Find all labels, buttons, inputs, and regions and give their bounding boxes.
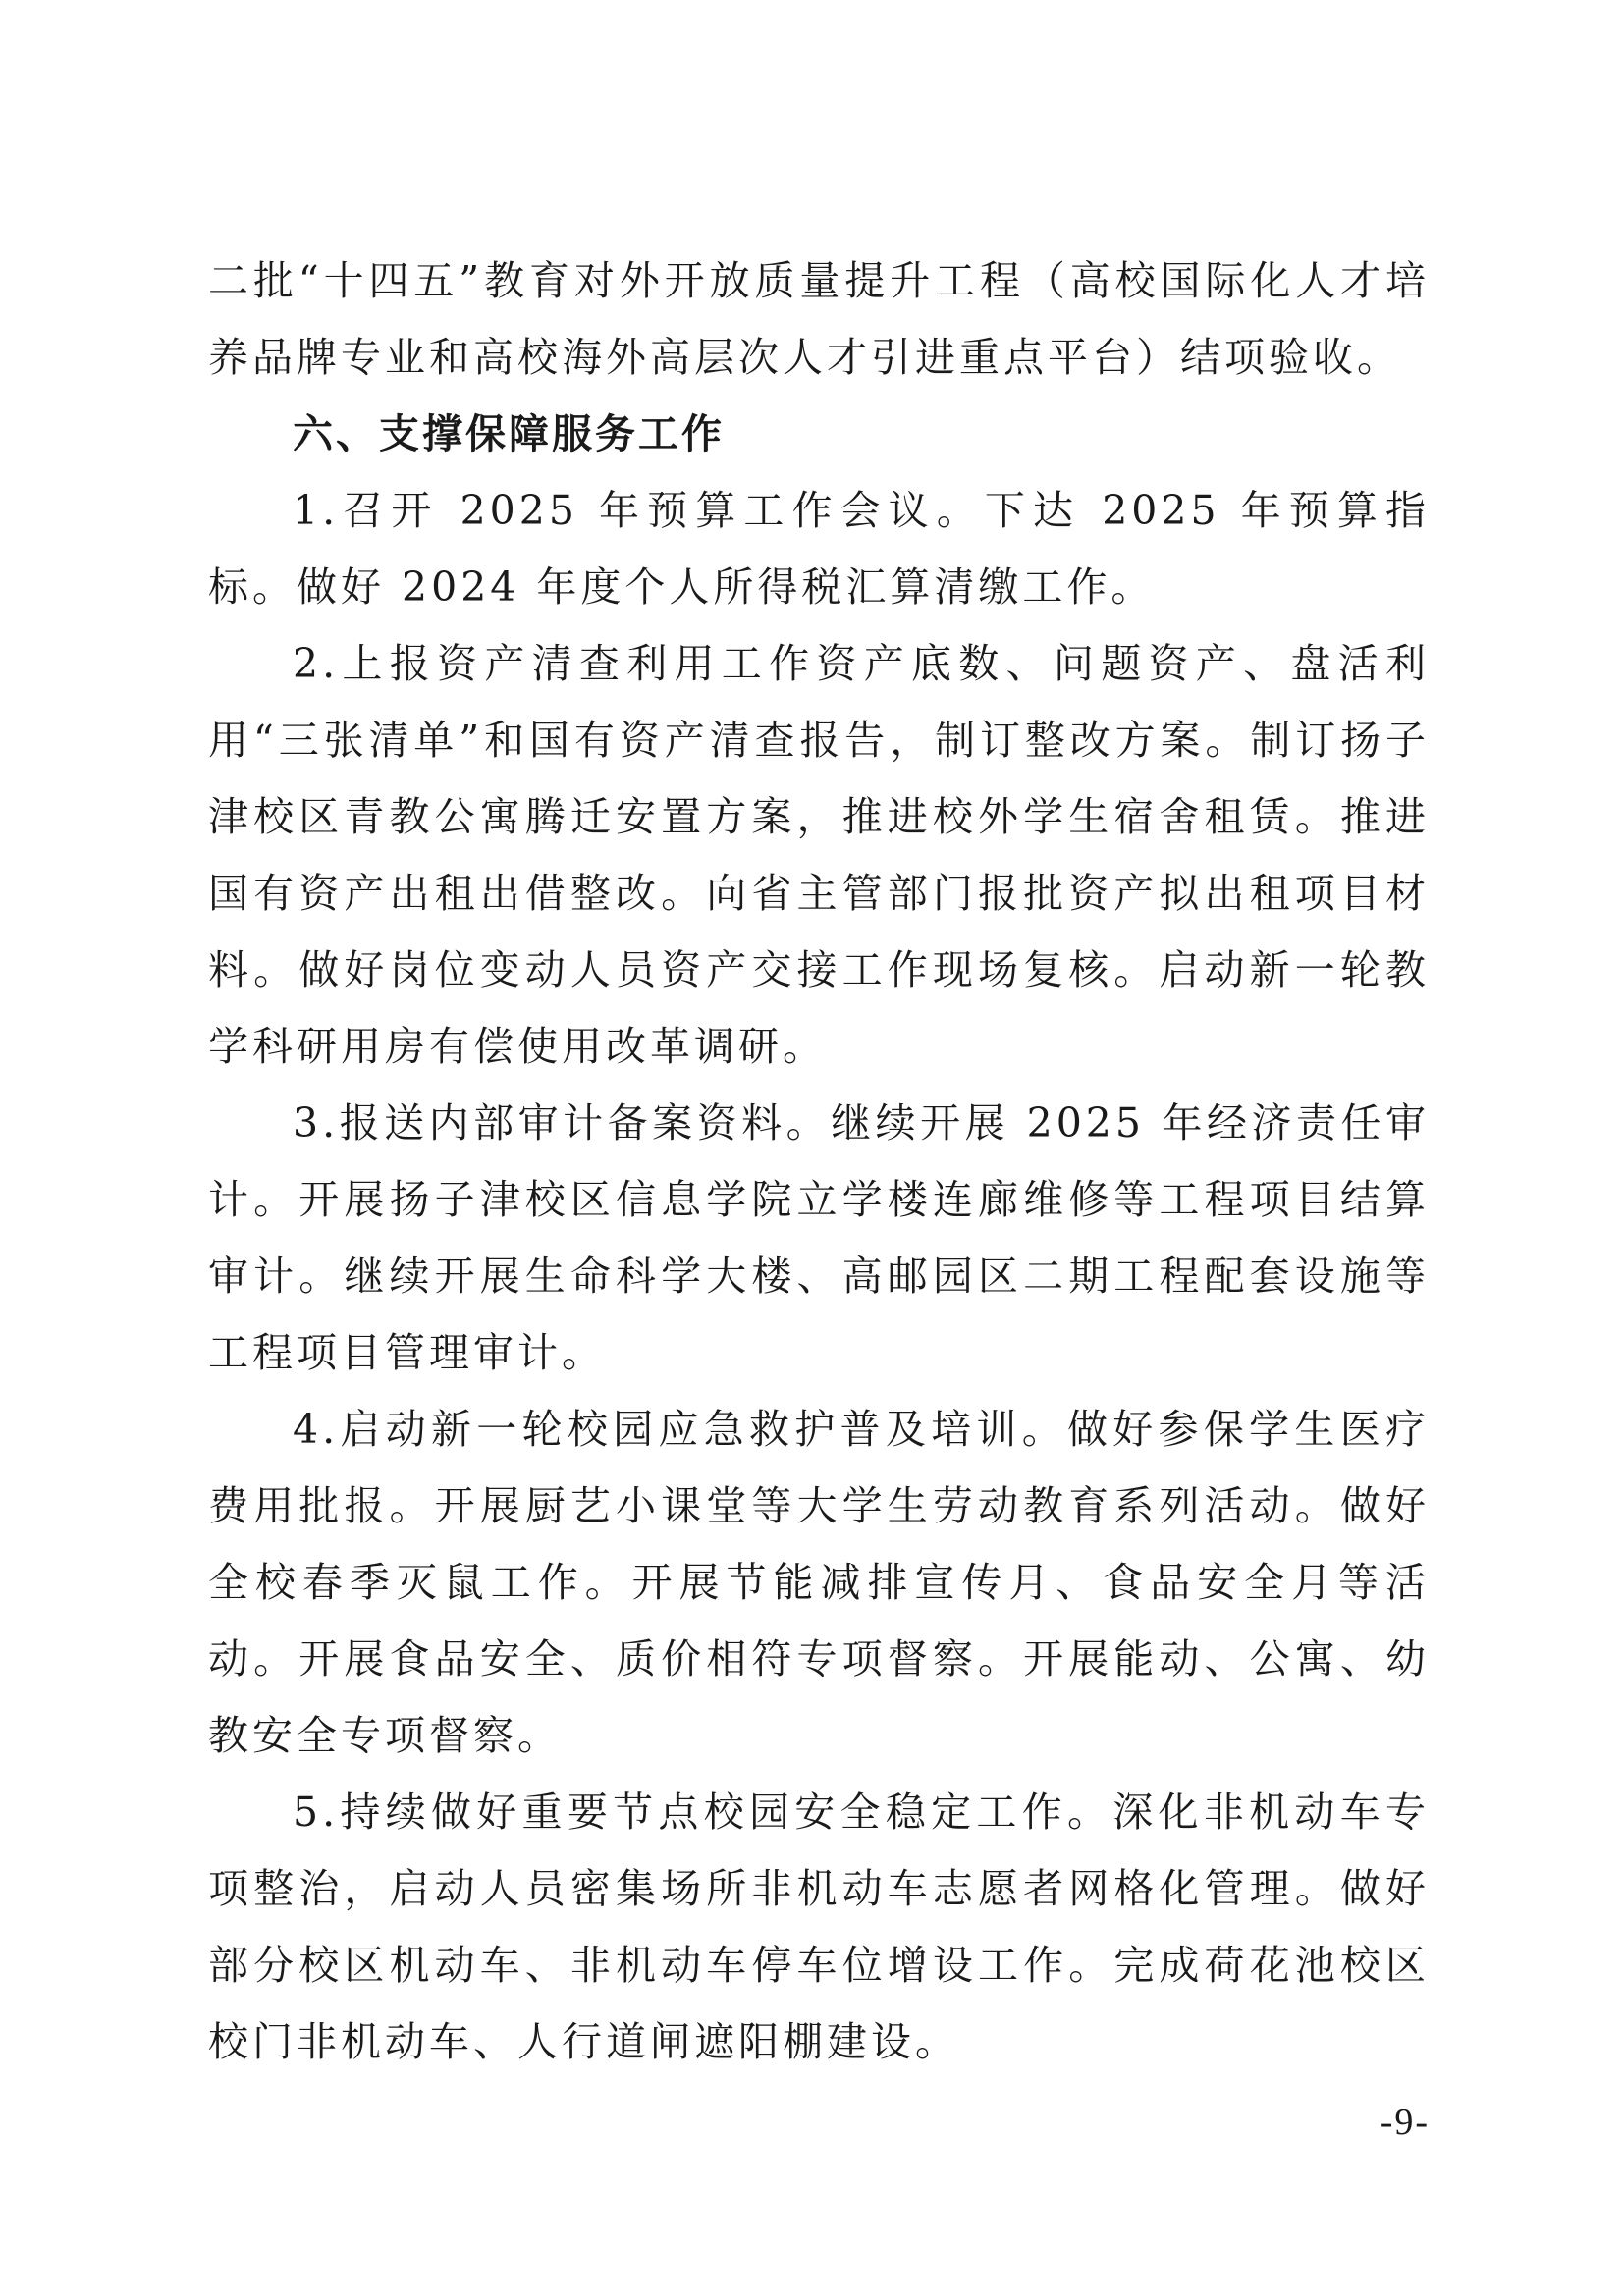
paragraph-item-3: 3.报送内部审计备案资料。继续开展 2025 年经济责任审计。开展扬子津校区信息学院立学楼连廊维修等工程项目结算审计。继续开展生命科学大楼、高邮园区二期工程配套设施等工程项目管理审计。 [208, 1099, 1430, 1376]
paragraph-continuation: 二批“十四五”教育对外开放质量提升工程（高校国际化人才培养品牌专业和高校海外高层次人才引进重点平台）结项验收。 [208, 257, 1430, 381]
document-body [208, 242, 1430, 2080]
paragraph-item-5: 5.持续做好重要节点校园安全稳定工作。深化非机动车专项整治，启动人员密集场所非机动车志愿者网格化管理。做好部分校区机动车、非机动车停车位增设工作。完成荷花池校区校门非机动车、人行道闸遮阳棚建设。 [208, 1789, 1430, 2065]
section-heading: 六、支撑保障服务工作 [293, 410, 725, 457]
paragraph-item-2: 2.上报资产清查利用工作资产底数、问题资产、盘活利用“三张清单”和国有资产清查报告，制订整改方案。制订扬子津校区青教公寓腾迁安置方案，推进校外学生宿舍租赁。推进国有资产出租出借整改。向省主管部门报批资产拟出租项目材料。做好岗位变动人员资产交接工作现场复核。启动新一轮教学科研用房有偿使用改革调研。 [208, 640, 1430, 1070]
paragraph-item-1: 1.召开 2025 年预算工作会议。下达 2025 年预算指标。做好 2024 年度个人所得税汇算清缴工作。 [208, 487, 1430, 611]
page-number: -9- [1380, 2102, 1430, 2143]
paragraph-item-4: 4.启动新一轮校园应急救护普及培训。做好参保学生医疗费用批报。开展厨艺小课堂等大学生劳动教育系列活动。做好全校春季灭鼠工作。开展节能减排宣传月、食品安全月等活动。开展食品安全、质价相符专项督察。开展能动、公寓、幼教安全专项督察。 [208, 1406, 1430, 1759]
